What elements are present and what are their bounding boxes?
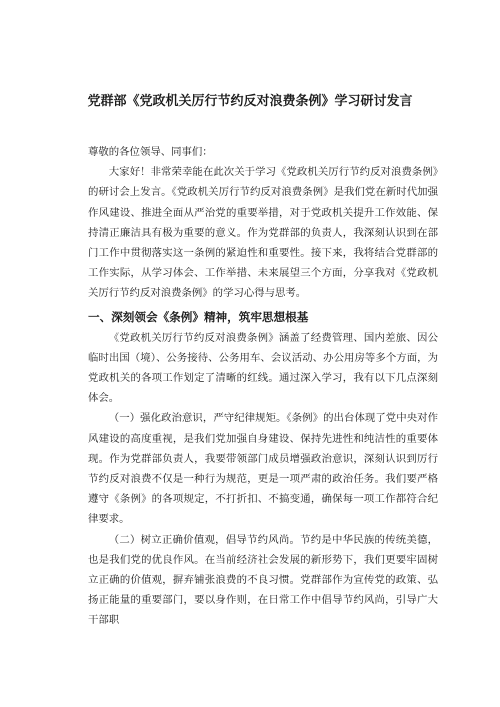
salutation: 尊敬的各位领导、同事们：: [88, 146, 213, 158]
intro-paragraph: 大家好！非常荣幸能在此次关于学习《党政机关厉行节约反对浪费条例》的研讨会上发言。《党政机关厉行节约反对浪费条例》是我们党在新时代加强作风建设、推进全面从严治党的重要举措，对于党政机关提升工作效能、保持清正廉洁具有极为重要的意义。作为党群部的负责人，我深刻认识到在部门工作中贯彻落实这一条例的紧迫性和重要性。接下来，我将结合党群部的工作实际，从学习体会、工作举措、未来展望三个方面，分享我对《党政机关厉行节约反对浪费条例》的学习心得与思考。: [88, 166, 438, 300]
document-title: 党群部《党政机关厉行节约反对浪费条例》学习研讨发言: [87, 94, 413, 109]
section1-paragraph-2: （一）强化政治意识，严守纪律规矩。《条例》的出台体现了党中央对作风建设的高度重视，是我们党加强自身建设、保持先进性和纯洁性的重要体现。作为党群部负责人，我要带领部门成员增强政治意识，深刻认识到厉行节约反对浪费不仅是一种行为规范，更是一项严肃的政治任务。我们要严格遵守《条例》的各项规定，不打折扣、不搞变通，确保每一项工作都符合纪律要求。: [88, 412, 438, 526]
section1-paragraph-3: （二）树立正确价值观，倡导节约风尚。节约是中华民族的传统美德，也是我们党的优良作风。在当前经济社会发展的新形势下，我们更要牢固树立正确的价值观，摒弃铺张浪费的不良习惯。党群部作为宣传党的政策、弘扬正能量的重要部门，要以身作则，在日常工作中倡导节约风尚，引导广大干部职: [88, 533, 438, 627]
section-heading-1: 一、深刻领会《条例》精神，筑牢思想根基: [88, 309, 309, 324]
section1-paragraph-1: 《党政机关厉行节约反对浪费条例》涵盖了经费管理、国内差旅、因公临时出国（境）、公务接待、公务用车、会议活动、办公用房等多个方面，为党政机关的各项工作划定了清晰的红线。通过深入学习，我有以下几点深刻体会。: [88, 331, 438, 405]
document-body: [88, 142, 438, 631]
